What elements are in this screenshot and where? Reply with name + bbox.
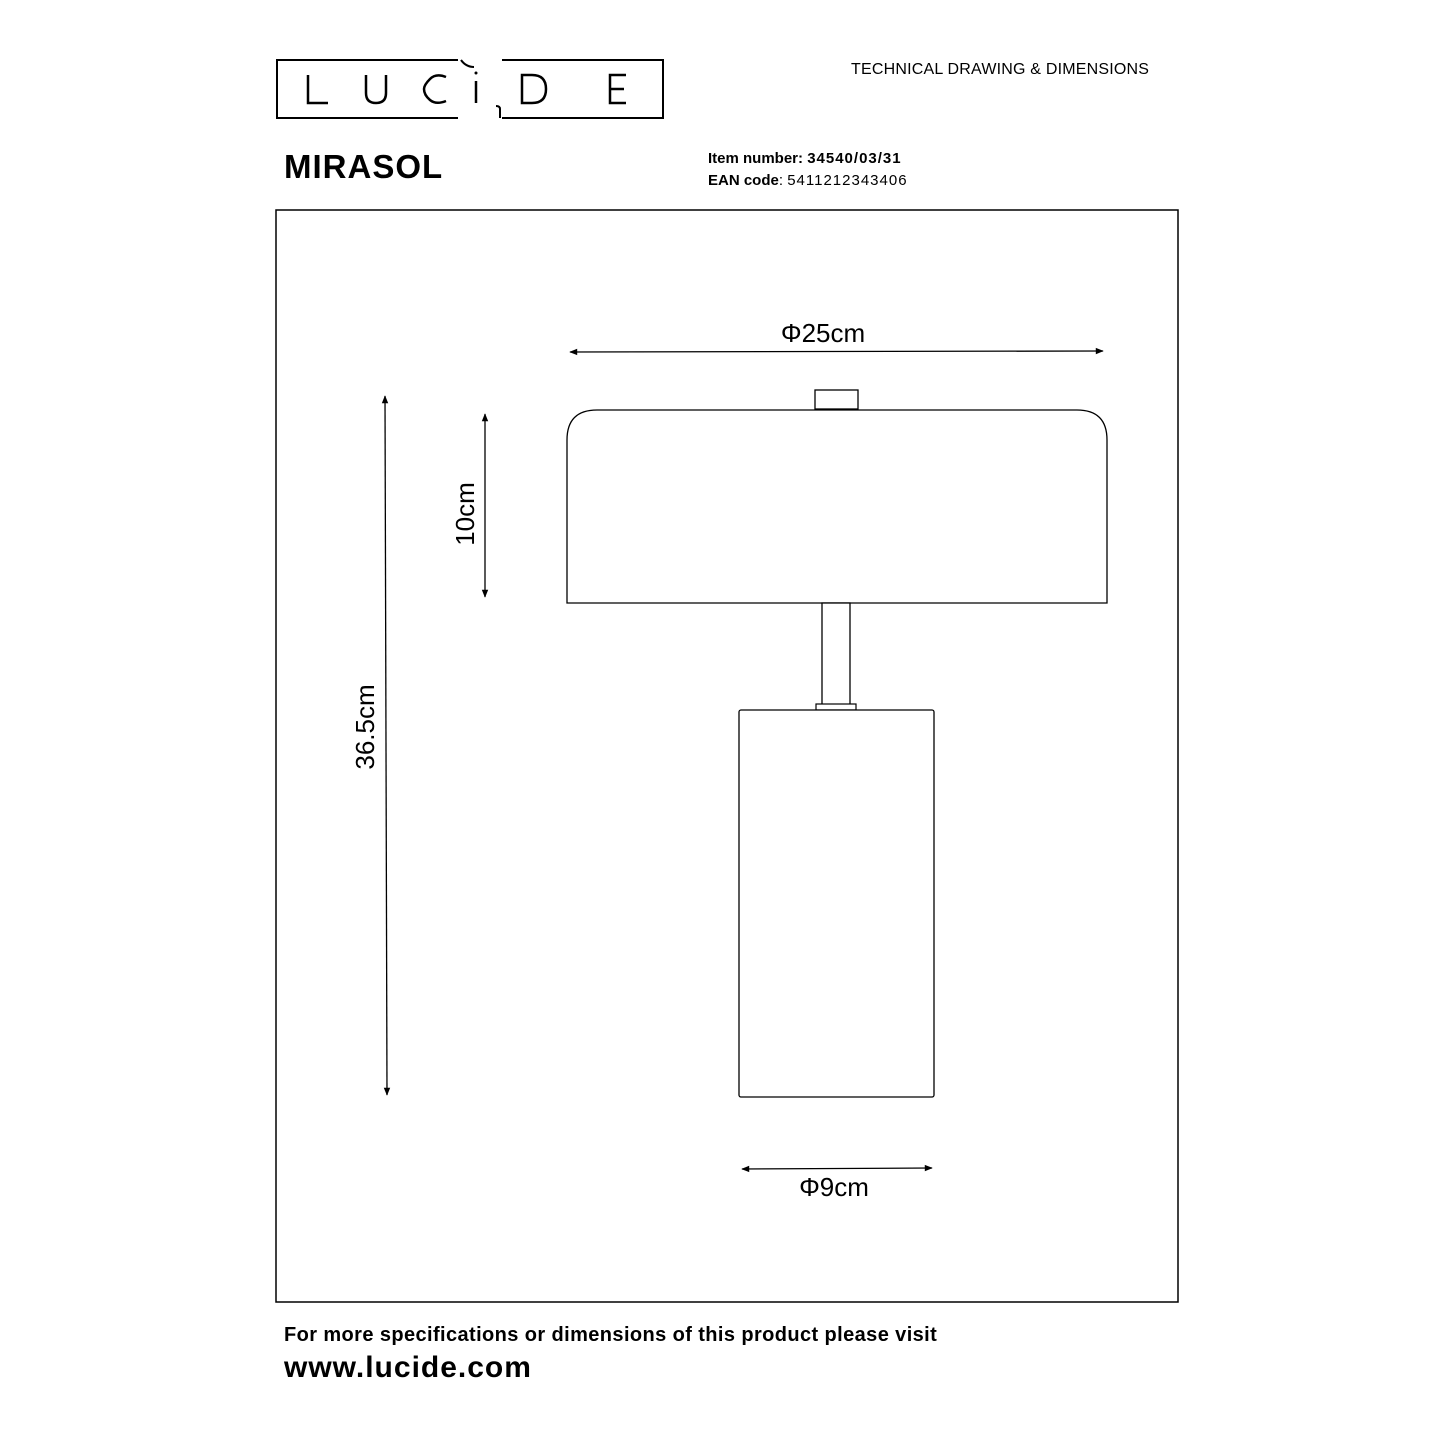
item-number-row: Item number: 34540/03/31 — [708, 150, 902, 167]
shade-diameter-label: Φ25cm — [780, 318, 866, 348]
drawing-frame — [276, 210, 1178, 1302]
lamp-base — [739, 710, 934, 1097]
footer-url-link[interactable]: www.lucide.com — [284, 1351, 532, 1384]
lamp-shade — [567, 410, 1107, 603]
shade-height-label: 10cm — [450, 482, 480, 546]
total-height-arrow — [385, 396, 387, 1095]
stem-collar — [816, 704, 856, 710]
base-diameter-label: Φ9cm — [799, 1172, 869, 1202]
shade-diameter-arrow — [570, 351, 1103, 352]
total-height-label: 36.5cm — [350, 684, 380, 770]
footer-text: For more specifications or dimensions of this product please visit — [284, 1324, 938, 1346]
ean-label: EAN code — [708, 172, 779, 189]
lamp-stem — [822, 603, 850, 707]
shade-knob — [815, 390, 858, 409]
document-title: TECHNICAL DRAWING & DIMENSIONS — [851, 61, 1150, 78]
base-diameter-arrow — [742, 1168, 932, 1169]
ean-value: 5411212343406 — [787, 172, 908, 189]
product-name: MIRASOL — [284, 148, 444, 185]
item-number-value: 34540/03/31 — [807, 150, 902, 167]
ean-row: EAN code: 5411212343406 — [708, 172, 908, 189]
item-number-label: Item number — [708, 150, 799, 167]
